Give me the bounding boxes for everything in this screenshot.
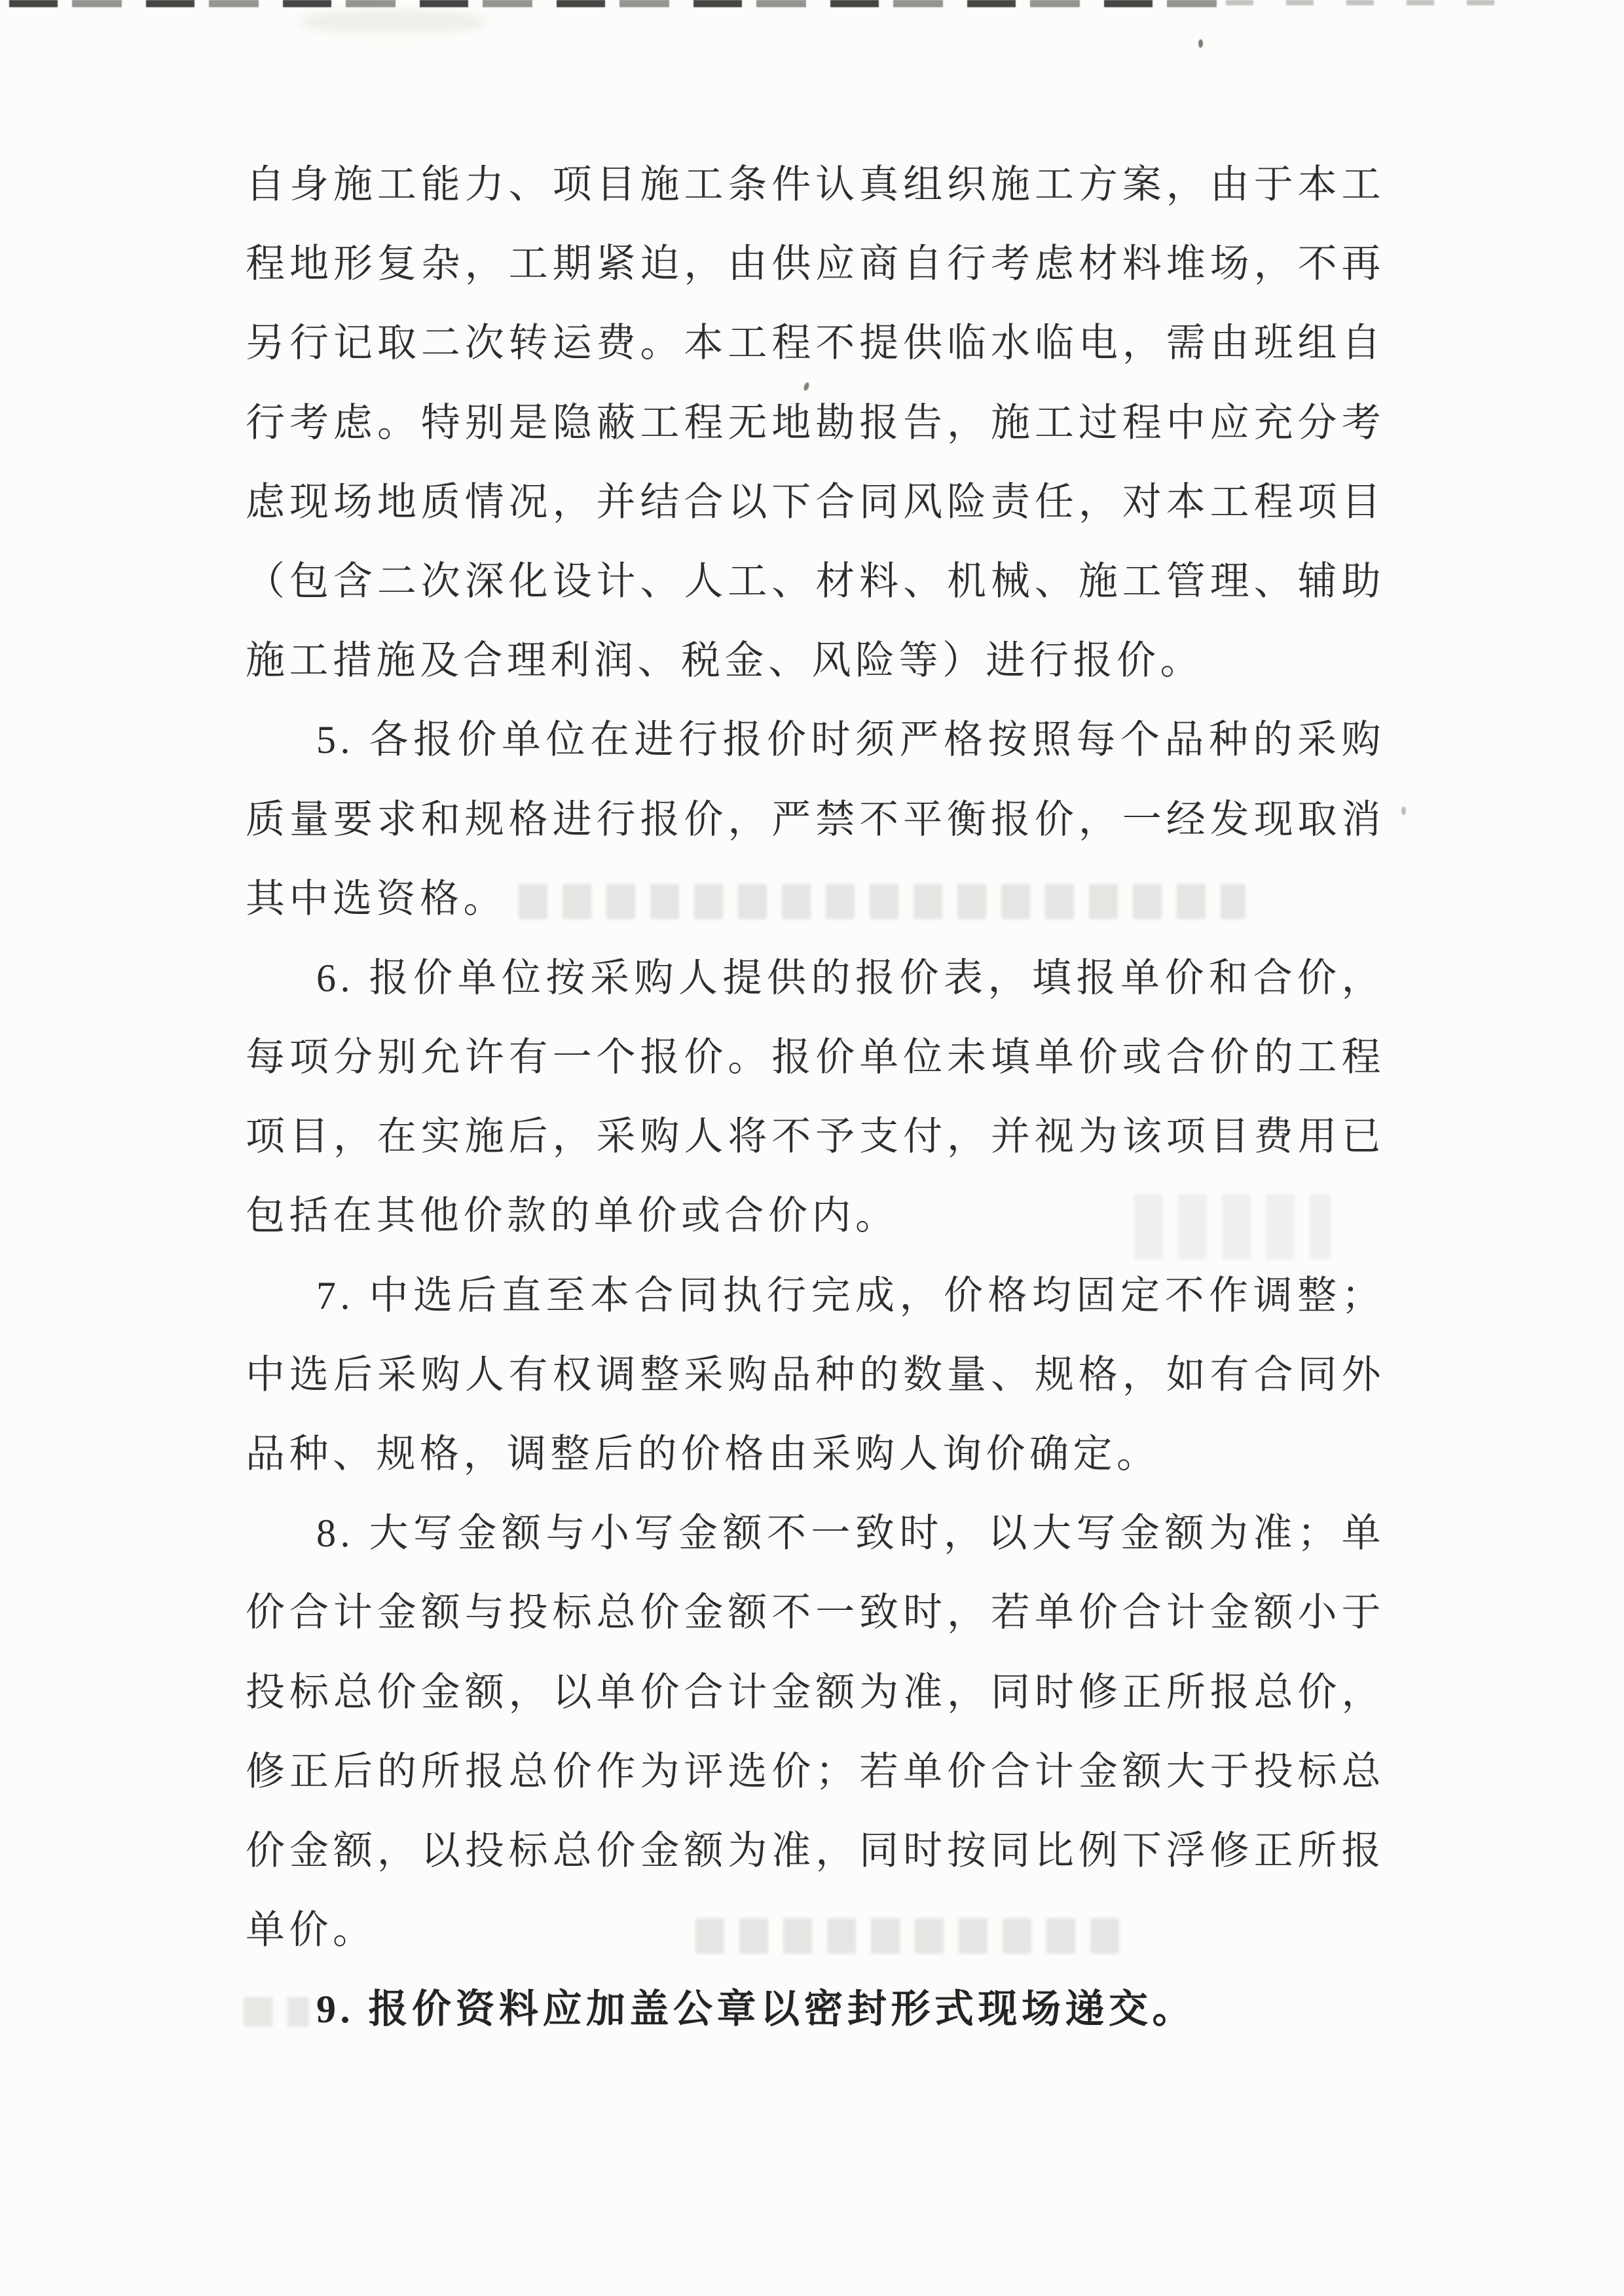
text-line: 修正后的所报总价作为评选价；若单价合计金额大于投标总 bbox=[246, 1749, 1385, 1793]
scan-artifact-top-smudge bbox=[301, 10, 485, 33]
text-line: 7. 中选后直至本合同执行完成，价格均固定不作调整； bbox=[316, 1273, 1385, 1317]
text-line: 品种、规格，调整后的价格由采购人询价确定。 bbox=[246, 1432, 1160, 1476]
text-line: 其中选资格。 bbox=[246, 877, 507, 920]
document-text-block bbox=[246, 145, 1385, 2050]
text-line: 投标总价金额，以单价合计金额为准，同时修正所报总价， bbox=[246, 1670, 1385, 1714]
text-line: 价金额，以投标总价金额为准，同时按同比例下浮修正所报 bbox=[246, 1829, 1385, 1872]
scan-artifact-speck bbox=[1401, 807, 1406, 815]
text-line: 项目，在实施后，采购人将不予支付，并视为该项目费用已 bbox=[246, 1115, 1385, 1159]
text-line: 程地形复杂，工期紧迫，由供应商自行考虑材料堆场，不再 bbox=[246, 242, 1385, 286]
text-line: 单价。 bbox=[246, 1908, 377, 1952]
text-line: 每项分别允许有一个报价。报价单位未填单价或合价的工程 bbox=[246, 1036, 1385, 1080]
text-line: 另行记取二次转运费。本工程不提供临水临电，需由班组自 bbox=[246, 321, 1385, 365]
text-line: （包含二次深化设计、人工、材料、机械、施工管理、辅助 bbox=[246, 559, 1385, 603]
text-line: 虑现场地质情况，并结合以下合同风险责任，对本工程项目 bbox=[246, 480, 1385, 524]
text-line: 中选后采购人有权调整采购品种的数量、规格，如有合同外 bbox=[246, 1353, 1385, 1396]
scan-artifact-top-edge bbox=[9, 0, 1225, 7]
text-line: 施工措施及合理利润、税金、风险等）进行报价。 bbox=[246, 639, 1204, 683]
text-line: 6. 报价单位按采购人提供的报价表，填报单价和合价， bbox=[316, 956, 1385, 1000]
text-line: 价合计金额与投标总价金额不一致时，若单价合计金额小于 bbox=[246, 1591, 1385, 1635]
scan-artifact-speck bbox=[1198, 39, 1203, 48]
text-line: 9. 报价资料应加盖公章以密封形式现场递交。 bbox=[316, 1988, 1196, 2032]
text-line: 行考虑。特别是隐蔽工程无地勘报告，施工过程中应充分考 bbox=[246, 401, 1385, 445]
text-line: 包括在其他价款的单价或合价内。 bbox=[246, 1194, 899, 1238]
text-line: 8. 大写金额与小写金额不一致时，以大写金额为准；单 bbox=[316, 1512, 1385, 1556]
text-line: 自身施工能力、项目施工条件认真组织施工方案，由于本工 bbox=[246, 163, 1385, 206]
scan-artifact-top-edge-tail bbox=[1226, 0, 1507, 5]
text-line: 质量要求和规格进行报价，严禁不平衡报价，一经发现取消 bbox=[246, 797, 1385, 841]
text-line: 5. 各报价单位在进行报价时须严格按照每个品种的采购 bbox=[316, 718, 1385, 762]
